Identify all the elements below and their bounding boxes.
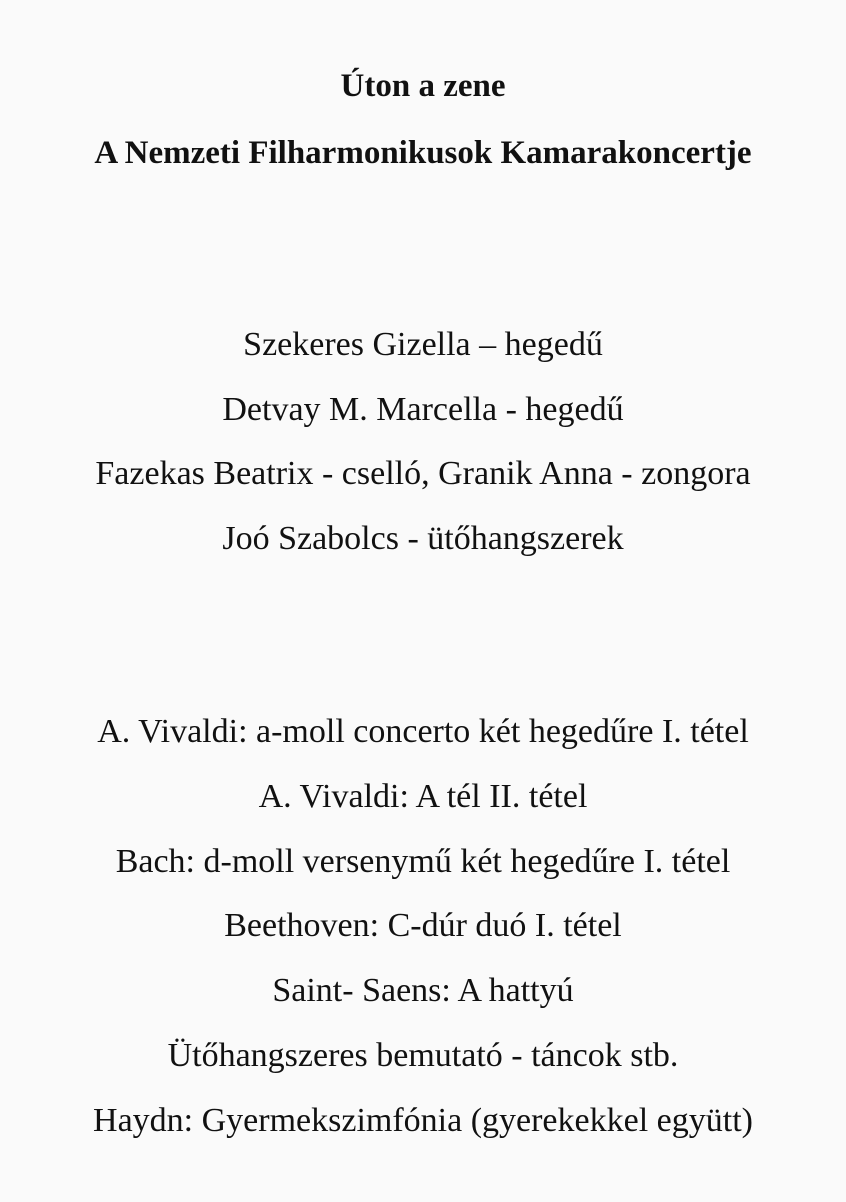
program-item: Saint- Saens: A hattyú bbox=[272, 972, 574, 1010]
program-item: Ütőhangszeres bemutató - táncok stb. bbox=[167, 1036, 679, 1074]
performers-list bbox=[0, 323, 846, 581]
program-list bbox=[0, 710, 846, 1164]
program-item: Beethoven: C-dúr duó I. tétel bbox=[224, 907, 622, 945]
performer-line: Detvay M. Marcella - hegedű bbox=[222, 390, 624, 428]
program-item: Haydn: Gyermekszimfónia (gyerekekkel együtt) bbox=[93, 1101, 753, 1139]
program-item: A. Vivaldi: a-moll concerto két hegedűre I. tétel bbox=[97, 713, 749, 750]
performer-line: Fazekas Beatrix - cselló, Granik Anna - zongora bbox=[95, 455, 751, 492]
performer-line: Szekeres Gizella – hegedű bbox=[243, 326, 603, 363]
concert-title: Úton a zene bbox=[340, 68, 506, 104]
program-item: A. Vivaldi: A tél II. tétel bbox=[258, 777, 588, 815]
program-item: Bach: d-moll versenymű két hegedűre I. tétel bbox=[115, 842, 731, 880]
performer-line: Joó Szabolcs - ütőhangszerek bbox=[222, 519, 624, 557]
concert-subtitle: A Nemzeti Filharmonikusok Kamarakoncertje bbox=[94, 135, 752, 171]
